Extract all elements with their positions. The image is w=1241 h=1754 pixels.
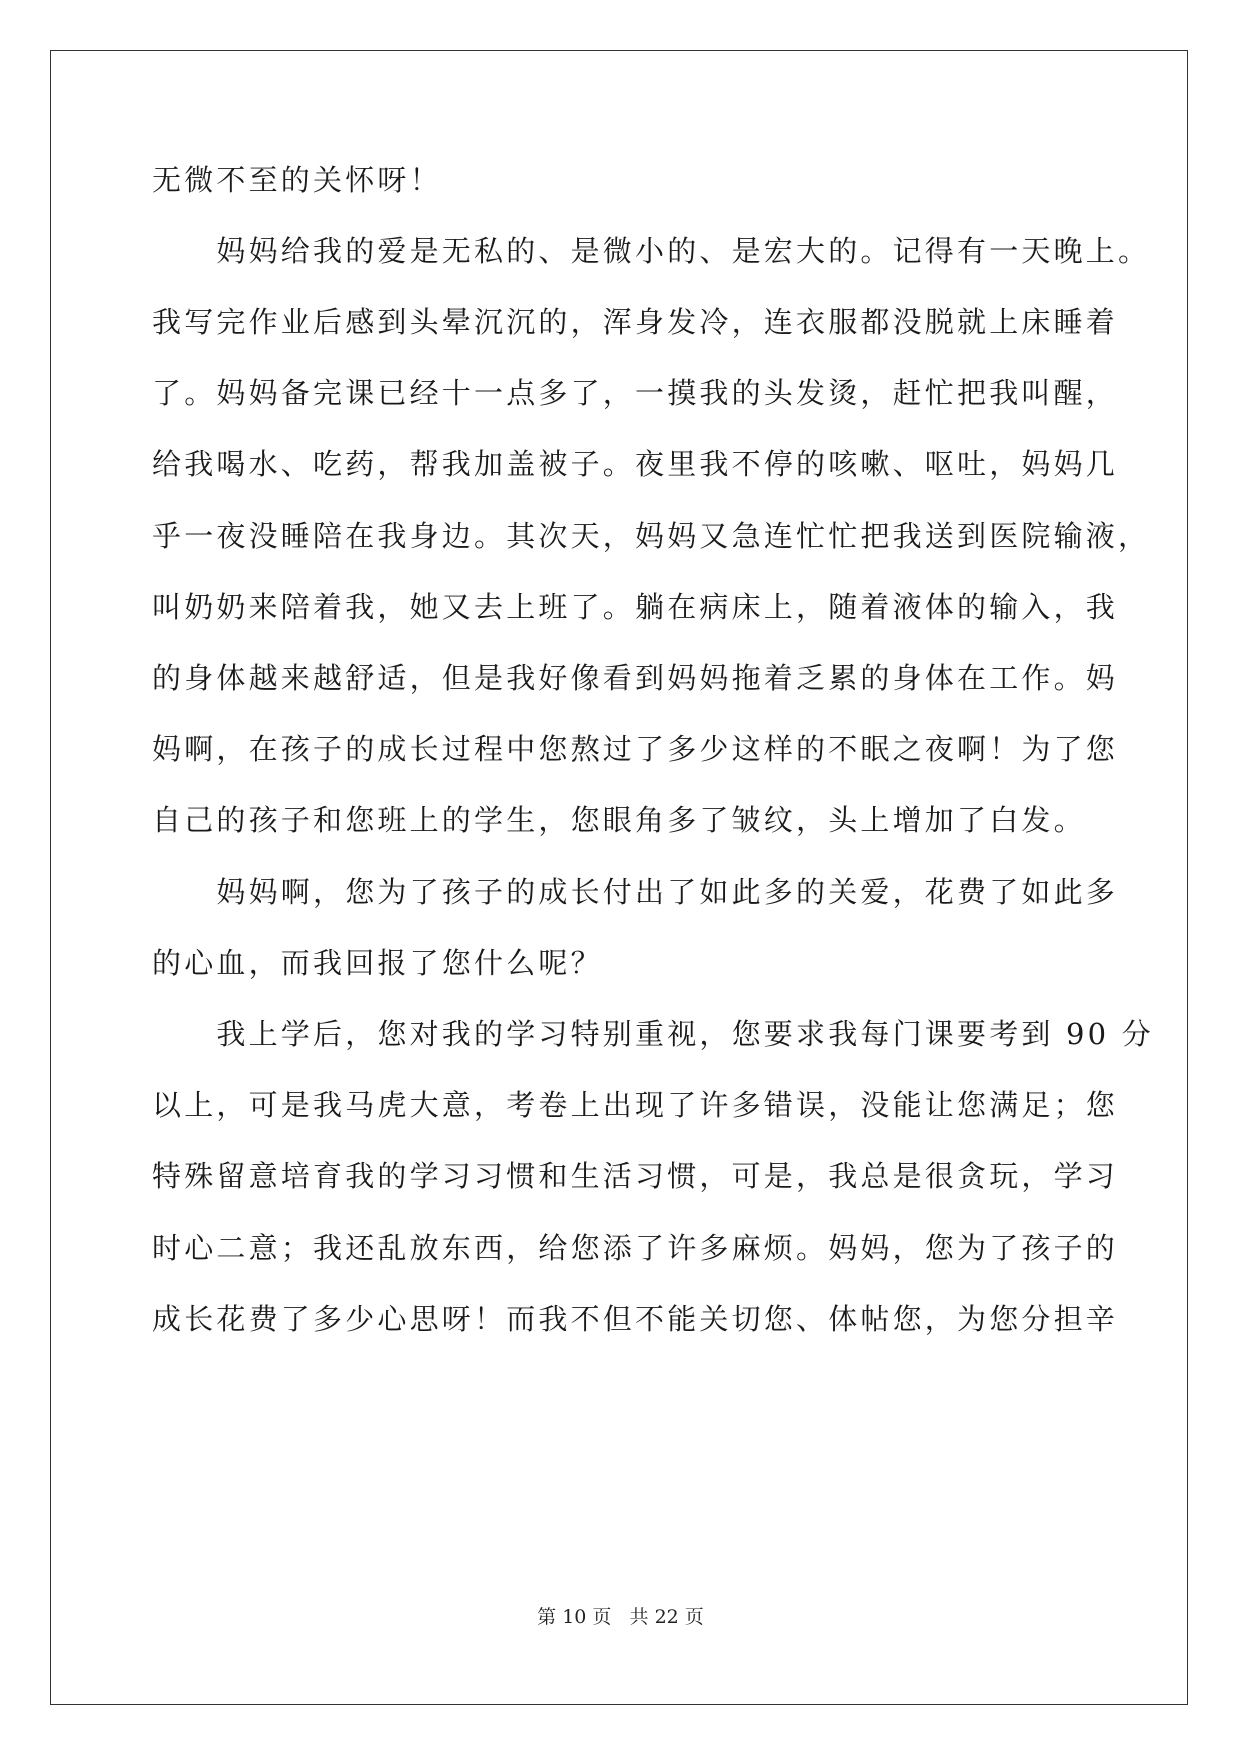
- text-line: 的心血，而我回报了您什么呢？: [152, 946, 603, 980]
- text-line: 我写完作业后感到头晕沉沉的，浑身发冷，连衣服都没脱就上床睡着: [152, 305, 1119, 339]
- text-line: 时心二意；我还乱放东西，给您添了许多麻烦。妈妈，您为了孩子的: [152, 1231, 1119, 1265]
- text-line: 叫奶奶来陪着我，她又去上班了。躺在病床上，随着液体的输入，我: [152, 590, 1119, 624]
- text-line: 以上，可是我马虎大意，考卷上出现了许多错误，没能让您满足；您: [152, 1088, 1119, 1122]
- text-line: 的身体越来越舒适，但是我好像看到妈妈拖着乏累的身体在工作。妈: [152, 661, 1119, 695]
- text-line: 妈啊，在孩子的成长过程中您熬过了多少这样的不眠之夜啊！为了您: [152, 732, 1119, 766]
- text-line: 我上学后，您对我的学习特别重视，您要求我每门课要考到 90 分: [152, 1017, 1154, 1051]
- text-line: 自己的孩子和您班上的学生，您眼角多了皱纹，头上增加了白发。: [152, 803, 1086, 837]
- text-line: 无微不至的关怀呀！: [152, 163, 442, 197]
- text-line: 了。妈妈备完课已经十一点多了，一摸我的头发烫，赶忙把我叫醒，: [152, 376, 1119, 410]
- text-line: 妈妈啊，您为了孩子的成长付出了如此多的关爱，花费了如此多: [152, 875, 1119, 909]
- text-line: 妈妈给我的爱是无私的、是微小的、是宏大的。记得有一天晚上。: [152, 234, 1151, 268]
- text-line: 特殊留意培育我的学习习惯和生活习惯，可是，我总是很贪玩，学习: [152, 1159, 1119, 1193]
- page-number-footer: 第 10 页 共 22 页: [537, 1606, 704, 1628]
- text-line: 成长花费了多少心思呀！而我不但不能关切您、体帖您，为您分担辛: [152, 1302, 1119, 1336]
- text-line: 乎一夜没睡陪在我身边。其次天，妈妈又急连忙忙把我送到医院输液，: [152, 519, 1151, 553]
- text-line: 给我喝水、吃药，帮我加盖被子。夜里我不停的咳嗽、呕吐，妈妈几: [152, 447, 1119, 481]
